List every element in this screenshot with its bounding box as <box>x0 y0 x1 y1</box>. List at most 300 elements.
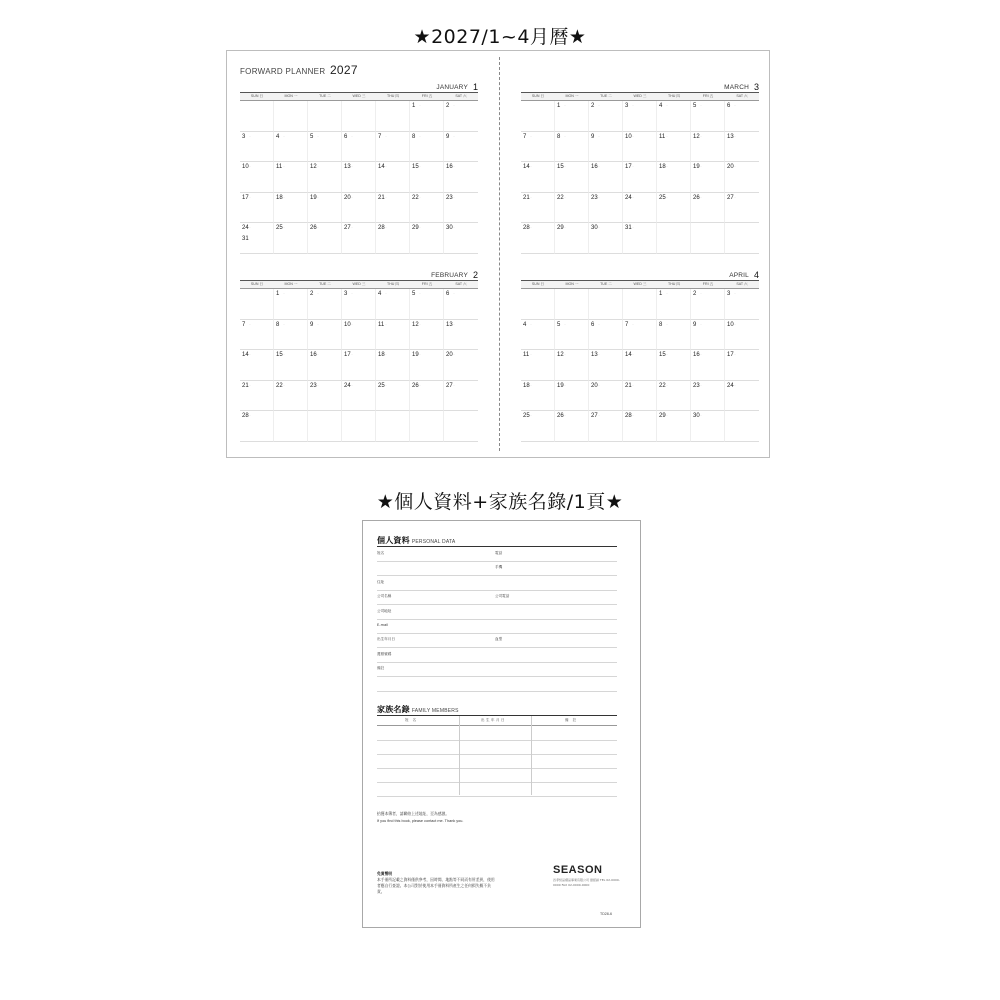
day-cell[interactable] <box>274 193 308 224</box>
day-cell[interactable] <box>521 132 555 163</box>
day-cell[interactable] <box>376 350 410 381</box>
day-cell[interactable] <box>657 411 691 442</box>
day-cell[interactable] <box>691 162 725 193</box>
day-number: 2 <box>693 291 697 297</box>
personal-field-row[interactable] <box>377 677 617 692</box>
field-label: 公司名稱 <box>377 594 392 599</box>
day-cell[interactable] <box>657 223 691 254</box>
day-cell[interactable] <box>444 193 478 224</box>
lunar-date: ·· <box>249 194 251 199</box>
day-cell[interactable] <box>308 162 342 193</box>
day-number: 25 <box>659 194 666 201</box>
day-number: 27 <box>446 382 453 389</box>
day-cell[interactable] <box>725 193 759 224</box>
day-cell[interactable] <box>555 289 589 320</box>
lunar-date: ·· <box>453 194 455 199</box>
day-cell[interactable] <box>657 101 691 132</box>
lunar-date: ·· <box>317 352 319 356</box>
day-number: 6 <box>727 103 731 109</box>
day-cell[interactable] <box>342 101 376 132</box>
day-cell[interactable] <box>274 350 308 381</box>
day-cell[interactable] <box>555 162 589 193</box>
lunar-date: ·· <box>530 382 532 387</box>
day-cell[interactable] <box>444 223 478 254</box>
page-fold <box>499 57 500 451</box>
day-cell[interactable] <box>308 350 342 381</box>
lunar-date: ·· <box>598 164 600 168</box>
lunar-date: ·· <box>453 382 455 387</box>
day-cell[interactable] <box>725 223 759 254</box>
day-cell[interactable] <box>623 320 657 351</box>
day-cell[interactable] <box>308 289 342 320</box>
lunar-date: ·· <box>564 133 566 138</box>
day-number: 31 <box>242 236 249 242</box>
day-cell[interactable] <box>274 289 308 320</box>
lunar-date: ·· <box>598 225 600 229</box>
lunar-date: ·· <box>598 194 600 199</box>
day-number: 31 <box>625 225 632 231</box>
day-cell[interactable] <box>725 350 759 381</box>
lunar-date: ·· <box>453 291 455 295</box>
personal-field-row[interactable] <box>377 605 617 620</box>
day-cell[interactable] <box>521 350 555 381</box>
day-cell[interactable] <box>240 350 274 381</box>
day-cell[interactable] <box>725 101 759 132</box>
day-cell[interactable] <box>691 320 725 351</box>
lunar-date: ·· <box>249 321 251 326</box>
day-cell[interactable] <box>657 289 691 320</box>
weekday-label: FRI 五 <box>421 282 433 286</box>
family-title: 家族名錄 FAMILY MEMBERS <box>377 705 459 714</box>
day-cell[interactable] <box>555 101 589 132</box>
family-divider <box>531 716 532 795</box>
weekday-label: THU 四 <box>387 282 399 286</box>
month-number: 4 <box>753 270 759 280</box>
day-cell[interactable] <box>623 223 657 254</box>
day-cell[interactable] <box>240 162 274 193</box>
lunar-date: ·· <box>351 194 353 199</box>
day-cell[interactable] <box>410 193 444 224</box>
day-cell[interactable] <box>342 162 376 193</box>
month-number: 3 <box>753 82 759 92</box>
day-number: 8 <box>659 321 663 328</box>
day-number: 6 <box>446 291 450 297</box>
family-row[interactable] <box>377 782 617 797</box>
day-cell[interactable] <box>376 223 410 254</box>
day-cell[interactable] <box>240 411 274 442</box>
lunar-date: ·· <box>317 194 319 199</box>
day-cell[interactable] <box>274 101 308 132</box>
day-cell[interactable] <box>376 381 410 412</box>
day-cell[interactable] <box>308 320 342 351</box>
lunar-date: ·· <box>530 413 532 417</box>
month-number: 1 <box>472 82 478 92</box>
day-number: 18 <box>659 164 666 170</box>
lunar-date: ·· <box>385 225 387 229</box>
lunar-date: ·· <box>632 194 634 199</box>
day-cell[interactable] <box>240 101 274 132</box>
lunar-date: ·· <box>700 194 702 199</box>
day-cell[interactable] <box>623 162 657 193</box>
day-number: 30 <box>446 225 453 231</box>
day-grid <box>240 289 478 442</box>
day-cell[interactable] <box>725 289 759 320</box>
weekday-label: FRI 五 <box>702 282 714 286</box>
personal-field-row[interactable] <box>377 619 617 634</box>
day-cell[interactable] <box>376 289 410 320</box>
personal-field-row[interactable] <box>377 547 617 562</box>
day-cell[interactable] <box>589 193 623 224</box>
day-cell[interactable] <box>691 101 725 132</box>
day-cell[interactable] <box>691 223 725 254</box>
day-cell[interactable] <box>308 381 342 412</box>
lunar-date: ·· <box>249 164 251 168</box>
lunar-date: ·· <box>666 291 668 295</box>
day-cell[interactable] <box>410 320 444 351</box>
month-february <box>240 267 478 442</box>
day-cell[interactable] <box>444 350 478 381</box>
lunar-date: ·· <box>453 321 455 326</box>
lunar-date: ·· <box>666 321 668 326</box>
day-number: 1 <box>557 103 561 109</box>
lunar-date: ·· <box>283 164 285 168</box>
day-number: 28 <box>378 225 385 231</box>
day-number: 14 <box>242 352 249 358</box>
day-cell[interactable] <box>240 381 274 412</box>
day-cell[interactable] <box>725 381 759 412</box>
day-cell[interactable] <box>555 320 589 351</box>
day-cell[interactable] <box>410 132 444 163</box>
day-cell[interactable] <box>376 162 410 193</box>
day-number: 4 <box>659 103 663 109</box>
day-cell[interactable] <box>376 132 410 163</box>
day-number: 5 <box>310 133 314 140</box>
month-march <box>521 79 759 254</box>
personal-field-row[interactable] <box>377 633 617 648</box>
day-cell[interactable] <box>444 320 478 351</box>
day-number: 22 <box>557 194 564 201</box>
day-cell[interactable] <box>623 132 657 163</box>
day-cell[interactable] <box>589 350 623 381</box>
day-cell[interactable] <box>308 223 342 254</box>
day-cell[interactable] <box>521 101 555 132</box>
family-col-birth: 出生年月日 <box>481 718 506 722</box>
day-number: 11 <box>659 133 666 140</box>
day-number: 6 <box>591 321 595 328</box>
day-cell[interactable] <box>725 320 759 351</box>
day-cell[interactable] <box>274 223 308 254</box>
day-cell[interactable] <box>521 320 555 351</box>
day-number: 14 <box>625 352 632 358</box>
day-cell[interactable] <box>589 162 623 193</box>
lunar-date: ·· <box>666 103 668 107</box>
family-row[interactable] <box>377 740 617 755</box>
field-label: 電話 <box>495 551 503 555</box>
day-grid <box>521 289 759 442</box>
lunar-date: ·· <box>734 133 736 138</box>
lunar-date: ·· <box>734 164 736 168</box>
family-header <box>377 716 617 726</box>
lunar-date: ·· <box>249 225 251 229</box>
day-cell[interactable] <box>691 381 725 412</box>
day-cell[interactable] <box>410 381 444 412</box>
day-cell[interactable] <box>589 132 623 163</box>
day-cell[interactable] <box>589 289 623 320</box>
day-cell[interactable] <box>623 411 657 442</box>
day-cell[interactable] <box>555 223 589 254</box>
lunar-date: ·· <box>632 413 634 417</box>
day-cell[interactable] <box>657 132 691 163</box>
month-january <box>240 79 478 254</box>
day-number: 14 <box>378 164 385 170</box>
day-cell[interactable] <box>274 132 308 163</box>
day-cell[interactable] <box>308 193 342 224</box>
month-header <box>521 79 759 92</box>
lunar-date: ·· <box>598 413 600 417</box>
day-number: 7 <box>523 133 527 140</box>
day-cell[interactable] <box>410 411 444 442</box>
day-cell[interactable] <box>589 381 623 412</box>
day-number: 13 <box>446 321 453 328</box>
lunar-date: ·· <box>564 194 566 199</box>
day-cell[interactable] <box>308 411 342 442</box>
day-number: 2 <box>591 103 595 109</box>
month-name: FEBRUARY <box>431 272 468 279</box>
day-cell[interactable] <box>589 101 623 132</box>
day-cell[interactable] <box>657 320 691 351</box>
day-cell[interactable] <box>521 381 555 412</box>
day-number: 3 <box>727 291 731 297</box>
family-row[interactable] <box>377 754 617 769</box>
lunar-date: ·· <box>249 352 251 356</box>
day-cell[interactable] <box>240 132 274 163</box>
lunar-date: ·· <box>453 164 455 168</box>
lunar-date: ·· <box>317 164 319 168</box>
day-cell[interactable] <box>444 381 478 412</box>
lunar-date: ·· <box>734 194 736 199</box>
personal-field-row[interactable] <box>377 648 617 663</box>
lunar-date: ·· <box>700 413 702 417</box>
lunar-date: ·· <box>419 321 421 326</box>
day-cell[interactable] <box>410 289 444 320</box>
family-row[interactable] <box>377 726 617 741</box>
day-cell[interactable] <box>521 411 555 442</box>
day-cell[interactable] <box>342 411 376 442</box>
day-cell[interactable] <box>376 320 410 351</box>
day-number: 19 <box>693 164 700 170</box>
day-cell[interactable] <box>657 193 691 224</box>
lunar-date: ·· <box>283 225 285 229</box>
day-cell[interactable] <box>691 132 725 163</box>
day-cell[interactable] <box>623 350 657 381</box>
lunar-date: ·· <box>700 164 702 168</box>
day-cell[interactable] <box>376 101 410 132</box>
day-cell[interactable] <box>725 411 759 442</box>
day-cell[interactable] <box>657 381 691 412</box>
day-cell[interactable] <box>410 350 444 381</box>
lunar-date: ·· <box>351 164 353 168</box>
day-number: 12 <box>412 321 419 328</box>
personal-field-row[interactable] <box>377 576 617 591</box>
day-number: 20 <box>591 382 598 389</box>
day-number: 24 <box>242 225 249 231</box>
lunar-date: ·· <box>666 194 668 199</box>
weekday-label: TUE 二 <box>319 282 331 286</box>
lunar-date: ·· <box>385 321 387 326</box>
day-number: 22 <box>276 382 283 389</box>
day-number: 20 <box>727 164 734 170</box>
lunar-date: ·· <box>530 321 532 326</box>
lunar-date: ·· <box>419 291 421 295</box>
lunar-date: ·· <box>598 352 600 356</box>
day-number: 10 <box>344 321 351 328</box>
day-cell[interactable] <box>240 289 274 320</box>
day-cell[interactable] <box>725 132 759 163</box>
lunar-date: ·· <box>666 382 668 387</box>
day-cell[interactable] <box>623 101 657 132</box>
brand-info: 四季紙品禮品事業有限公司 總經銷 TEL 02-0000-0000 FAX 02-0000-0000 <box>553 878 620 887</box>
day-cell[interactable] <box>342 289 376 320</box>
lunar-date: ·· <box>598 103 600 107</box>
day-cell[interactable] <box>555 411 589 442</box>
weekday-row <box>521 280 759 289</box>
day-cell[interactable] <box>240 193 274 224</box>
day-cell[interactable] <box>521 193 555 224</box>
day-cell[interactable] <box>555 381 589 412</box>
day-cell[interactable] <box>555 350 589 381</box>
day-cell[interactable] <box>521 223 555 254</box>
day-cell[interactable] <box>274 411 308 442</box>
day-cell[interactable] <box>444 162 478 193</box>
month-header <box>240 267 478 280</box>
lunar-date: ·· <box>700 291 702 295</box>
day-cell[interactable] <box>274 320 308 351</box>
month-header <box>240 79 478 92</box>
day-cell[interactable] <box>376 411 410 442</box>
day-number: 12 <box>557 352 564 358</box>
day-cell[interactable] <box>410 162 444 193</box>
day-cell[interactable] <box>308 101 342 132</box>
day-number: 8 <box>557 133 561 140</box>
weekday-label: SUN 日 <box>250 94 264 98</box>
day-cell[interactable] <box>691 289 725 320</box>
day-number: 29 <box>659 413 666 419</box>
weekday-label: WED 三 <box>633 282 647 286</box>
weekday-label: THU 四 <box>668 282 680 286</box>
lunar-date: ·· <box>317 382 319 387</box>
day-cell[interactable] <box>342 381 376 412</box>
day-number: 13 <box>344 164 351 170</box>
weekday-label: SUN 日 <box>531 282 545 286</box>
day-number: 27 <box>727 194 734 201</box>
day-cell[interactable] <box>623 381 657 412</box>
day-cell[interactable] <box>521 162 555 193</box>
field-label: 公司地址 <box>377 608 392 613</box>
day-cell[interactable] <box>589 223 623 254</box>
day-cell[interactable] <box>240 320 274 351</box>
day-cell[interactable] <box>691 411 725 442</box>
planner-title <box>240 63 358 77</box>
day-cell[interactable] <box>342 193 376 224</box>
lunar-date: ·· <box>734 291 736 295</box>
day-cell[interactable] <box>657 162 691 193</box>
day-cell[interactable] <box>342 223 376 254</box>
day-cell[interactable] <box>240 223 274 254</box>
day-number: 18 <box>523 382 530 389</box>
day-cell[interactable] <box>342 132 376 163</box>
day-number: 26 <box>557 413 564 419</box>
day-cell[interactable] <box>725 162 759 193</box>
day-cell[interactable] <box>274 162 308 193</box>
day-number: 8 <box>412 133 416 140</box>
weekday-label: SAT 六 <box>455 94 467 98</box>
day-cell[interactable] <box>589 320 623 351</box>
day-cell[interactable] <box>444 132 478 163</box>
lunar-date: ·· <box>419 352 421 356</box>
day-grid <box>240 101 478 254</box>
day-cell[interactable] <box>410 101 444 132</box>
weekday-label: MON 一 <box>284 282 298 286</box>
field-label: 護照號碼 <box>377 651 392 656</box>
day-cell[interactable] <box>555 193 589 224</box>
lunar-date: ·· <box>249 413 251 417</box>
day-number: 5 <box>693 103 697 109</box>
day-cell[interactable] <box>657 350 691 381</box>
day-number: 24 <box>727 382 734 389</box>
weekday-label: MON 一 <box>565 282 579 286</box>
day-cell[interactable] <box>589 411 623 442</box>
day-number: 25 <box>276 225 283 231</box>
day-number: 1 <box>276 291 280 297</box>
field-label: 姓名 <box>377 551 385 555</box>
lunar-date: ·· <box>453 133 455 138</box>
season-logo: SEASON <box>553 864 603 876</box>
day-cell[interactable] <box>444 411 478 442</box>
personal-field-row[interactable] <box>377 590 617 605</box>
lunar-date: ·· <box>249 382 251 387</box>
day-cell[interactable] <box>376 193 410 224</box>
personal-field-row[interactable] <box>377 561 617 576</box>
weekday-label: THU 四 <box>668 94 680 98</box>
day-cell[interactable] <box>342 350 376 381</box>
day-cell[interactable] <box>274 381 308 412</box>
day-number: 17 <box>242 194 249 201</box>
day-cell[interactable] <box>444 289 478 320</box>
day-number: 25 <box>378 382 385 389</box>
day-cell[interactable] <box>691 193 725 224</box>
day-cell[interactable] <box>623 193 657 224</box>
day-cell[interactable] <box>521 289 555 320</box>
lunar-date: ·· <box>249 133 251 138</box>
personal-field-row[interactable] <box>377 662 617 677</box>
day-number: 17 <box>727 352 734 358</box>
lunar-date: ·· <box>351 291 353 295</box>
day-cell[interactable] <box>444 101 478 132</box>
day-cell[interactable] <box>555 132 589 163</box>
day-cell[interactable] <box>308 132 342 163</box>
family-row[interactable] <box>377 768 617 783</box>
field-label: 備註 <box>377 666 385 671</box>
lunar-date: ·· <box>564 321 566 326</box>
day-number: 16 <box>591 164 598 170</box>
day-cell[interactable] <box>691 350 725 381</box>
day-number: 15 <box>659 352 666 358</box>
day-cell[interactable] <box>410 223 444 254</box>
day-cell[interactable] <box>342 320 376 351</box>
lunar-date: ·· <box>666 413 668 417</box>
day-cell[interactable] <box>623 289 657 320</box>
lunar-date: ·· <box>419 164 421 168</box>
